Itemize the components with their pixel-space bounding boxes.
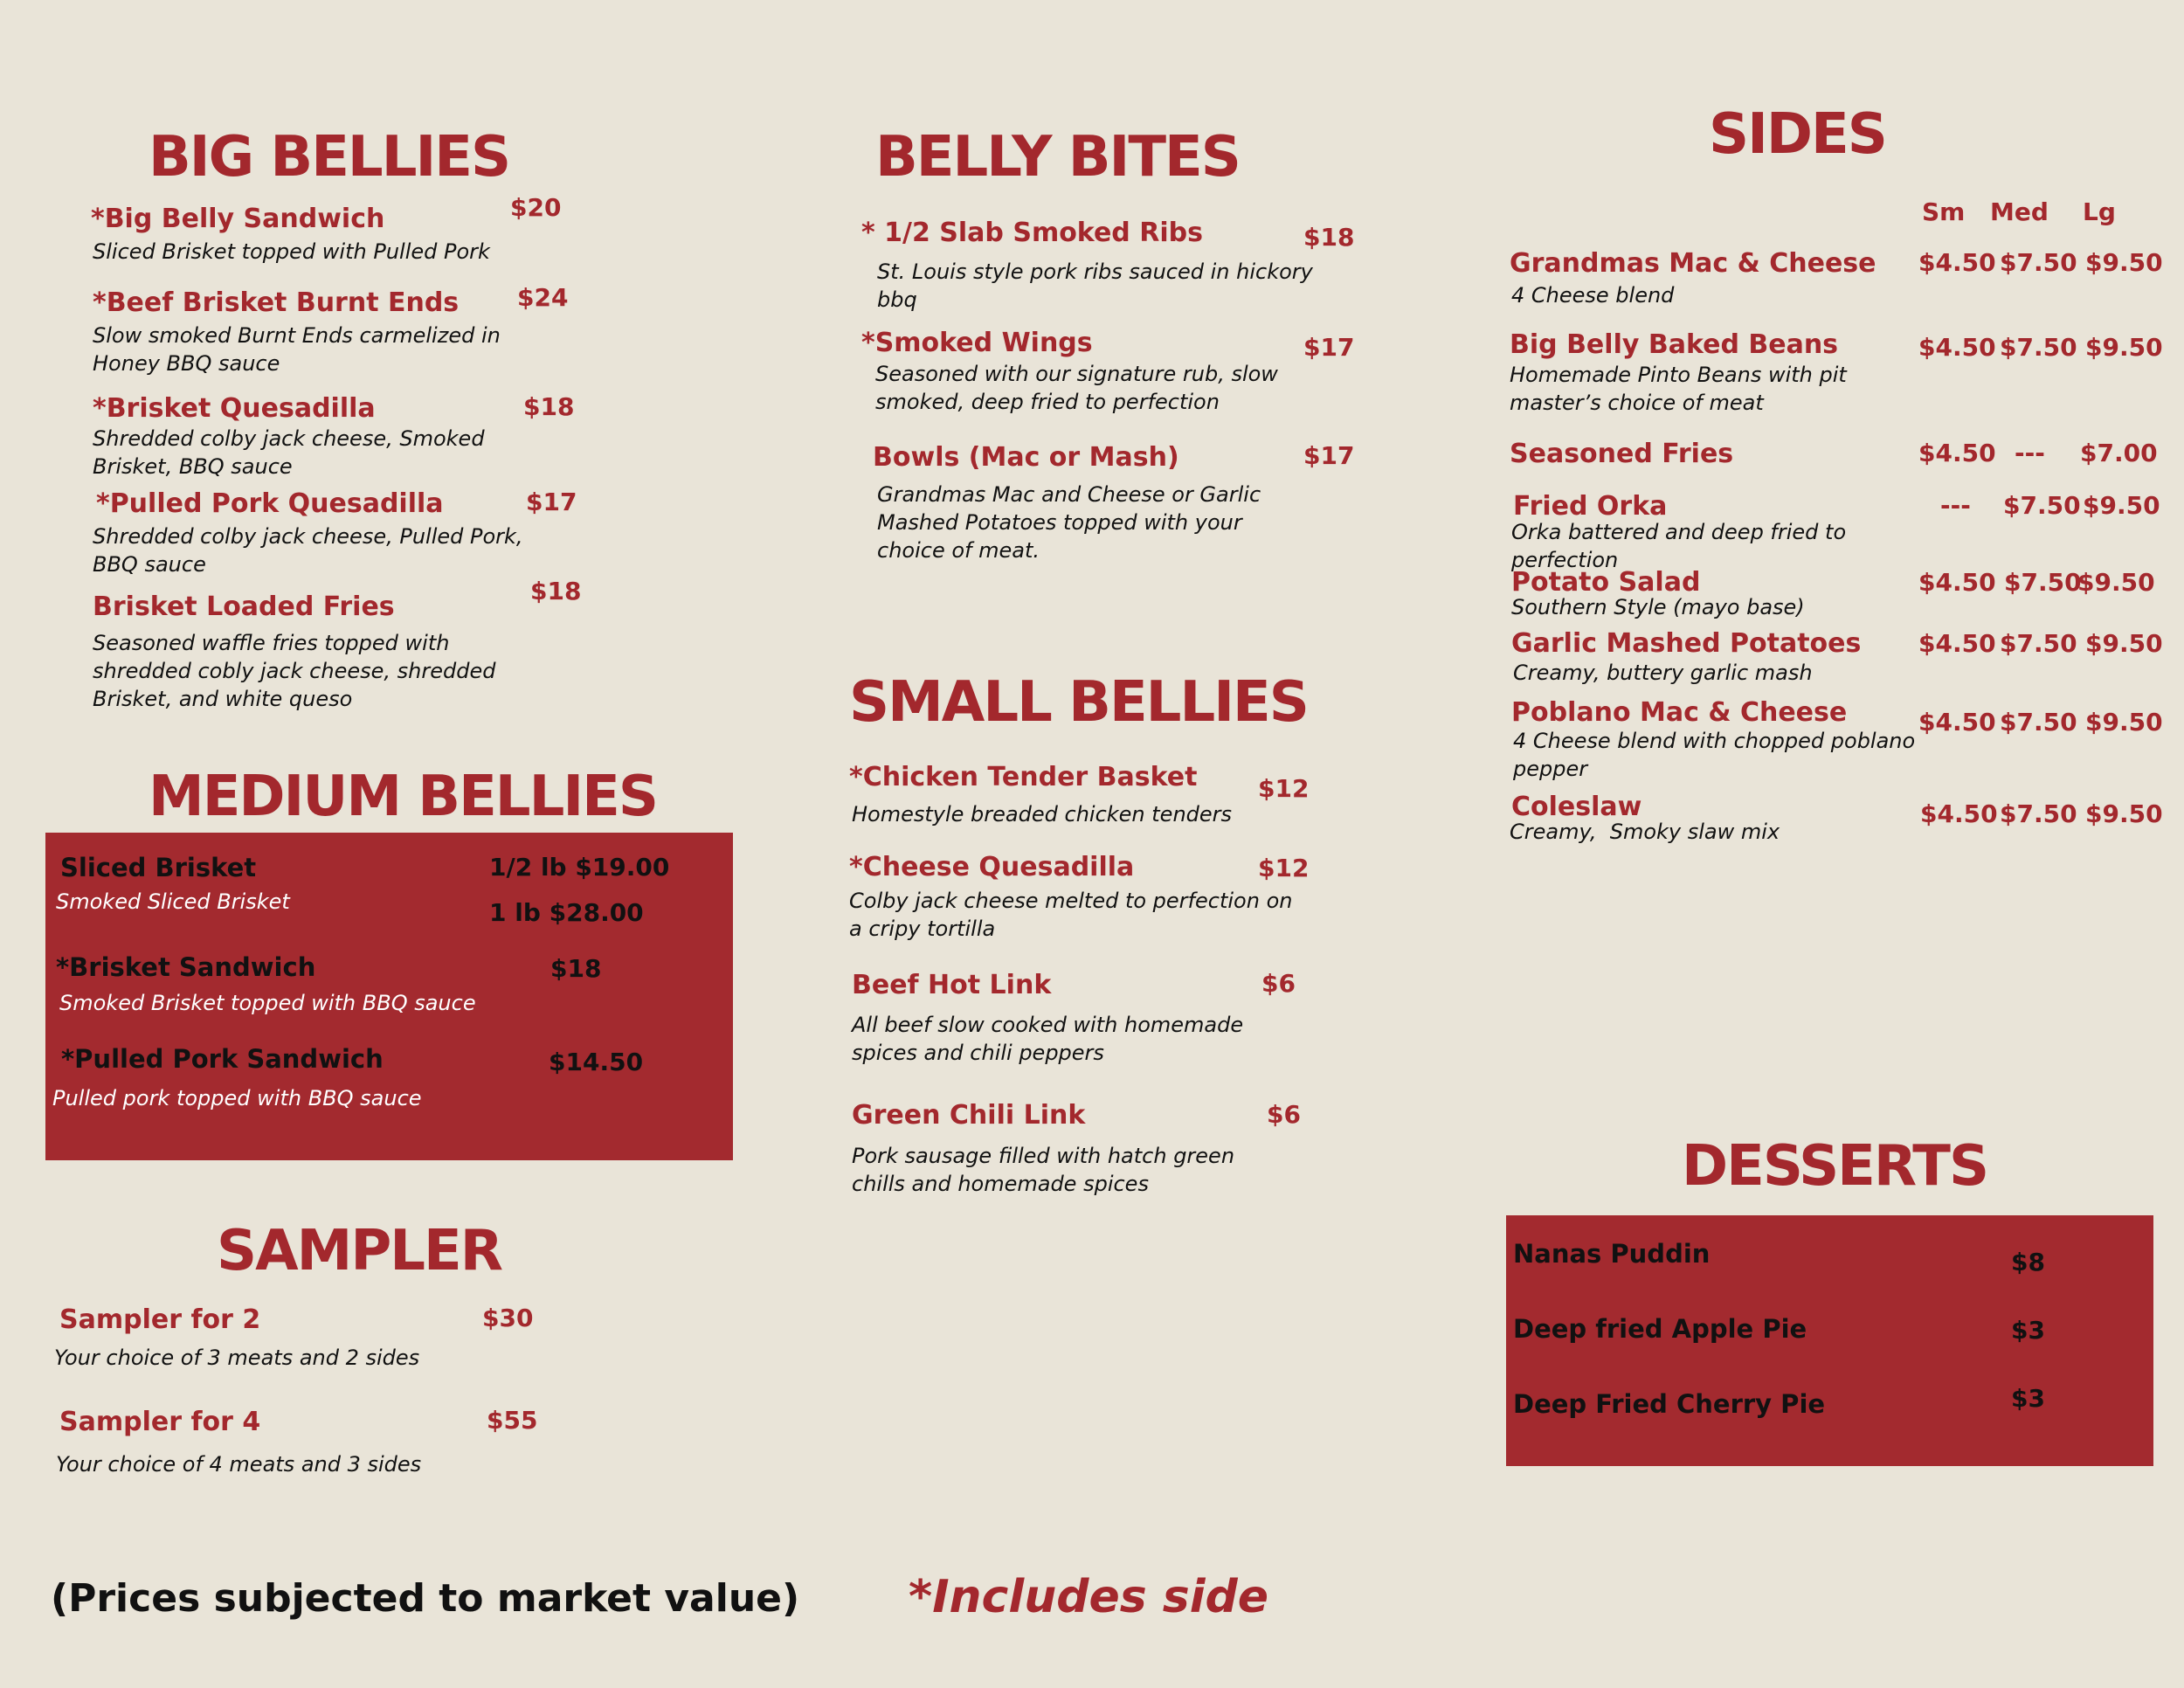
menu-item-name: *Pulled Pork Sandwich [61, 1044, 384, 1074]
dessert-item-name: Deep fried Apple Pie [1513, 1314, 1807, 1344]
menu-item-price: $18 [523, 392, 575, 421]
menu-item-name: Bowls (Mac or Mash) [873, 442, 1179, 473]
menu-item-desc: Colby jack cheese melted to perfection on a cripy tortilla [849, 889, 1293, 941]
menu-item-desc: All beef slow cooked with homemade spices and chili peppers [852, 1013, 1244, 1065]
menu-item-name: *Cheese Quesadilla [849, 852, 1135, 882]
side-item-name: Garlic Mashed Potatoes [1511, 628, 1862, 659]
menu-item-price: $17 [1303, 441, 1355, 470]
desserts-title: DESSERTS [1682, 1134, 1988, 1199]
side-item-desc: Creamy, Smoky slaw mix [1510, 820, 1780, 844]
side-price-lg: $9.50 [2085, 333, 2163, 362]
sides-title: SIDES [1709, 102, 1886, 167]
dessert-item-price: $3 [2011, 1384, 2045, 1413]
side-item-name: Potato Salad [1511, 567, 1701, 598]
side-price-sm: $4.50 [1920, 799, 1998, 828]
menu-item-price: $6 [1261, 969, 1296, 998]
side-price-med: --- [2015, 439, 2045, 467]
side-item-desc: Orka battered and deep fried to perfection [1511, 520, 1847, 572]
dessert-item-name: Deep Fried Cherry Pie [1513, 1389, 1826, 1419]
side-price-lg: $9.50 [2077, 568, 2155, 597]
side-item-name: Poblano Mac & Cheese [1511, 697, 1848, 728]
includes-side-note: *Includes side [909, 1571, 1269, 1623]
side-price-med: $7.50 [2003, 491, 2081, 520]
menu-item-name: *Beef Brisket Burnt Ends [93, 287, 460, 318]
side-price-sm: $4.50 [1918, 333, 1996, 362]
dessert-item-price: $8 [2011, 1248, 2045, 1276]
menu-item-price: $17 [1303, 333, 1355, 362]
side-item-name: Big Belly Baked Beans [1510, 329, 1839, 360]
menu-item-name: Beef Hot Link [852, 970, 1052, 1000]
menu-item-desc: Slow smoked Burnt Ends carmelized in Honey BBQ sauce [93, 323, 501, 376]
menu-item-name: Green Chili Link [852, 1100, 1086, 1131]
menu-item-price: 1/2 lb $19.00 [489, 853, 670, 882]
menu-item-name: *Big Belly Sandwich [91, 204, 385, 234]
side-price-sm: $4.50 [1918, 629, 1996, 658]
menu-item-price: $6 [1267, 1100, 1301, 1129]
side-price-lg: $9.50 [2085, 799, 2163, 828]
menu-item-price: $55 [487, 1406, 538, 1435]
menu-item-price: $24 [517, 283, 569, 312]
side-price-med: $7.50 [2000, 333, 2077, 362]
side-price-med: $7.50 [2000, 629, 2077, 658]
belly-bites-title: BELLY BITES [875, 125, 1240, 190]
side-item-desc: Creamy, buttery garlic mash [1513, 661, 1813, 685]
size-header-lg: Lg [2083, 197, 2116, 226]
side-price-med: $7.50 [2000, 799, 2077, 828]
menu-item-desc: Grandmas Mac and Cheese or Garlic Mashed Potatoes topped with your choice of meat. [877, 482, 1261, 563]
menu-item-desc: Seasoned with our signature rub, slow smoked, deep fried to perfection [875, 362, 1278, 414]
side-price-sm: $4.50 [1918, 568, 1996, 597]
menu-item-name: Sampler for 2 [59, 1304, 261, 1335]
menu-item-name: * 1/2 Slab Smoked Ribs [861, 218, 1203, 248]
side-price-med: $7.50 [2000, 708, 2077, 737]
side-item-desc: 4 Cheese blend with chopped poblano pepper [1513, 729, 1916, 781]
menu-item-name: Sampler for 4 [59, 1407, 261, 1437]
sampler-title: SAMPLER [217, 1219, 501, 1283]
menu-item-price: $18 [530, 577, 582, 605]
menu-item-price: $14.50 [549, 1048, 644, 1076]
side-price-lg: $9.50 [2085, 708, 2163, 737]
menu-item-name: *Brisket Quesadilla [93, 393, 376, 424]
side-item-name: Fried Orka [1513, 491, 1668, 522]
side-price-sm: $4.50 [1918, 248, 1996, 277]
small-bellies-title: SMALL BELLIES [849, 670, 1308, 735]
prices-disclaimer: (Prices subjected to market value) [51, 1576, 800, 1621]
menu-item-desc: Your choice of 4 meats and 3 sides [56, 1452, 422, 1477]
menu-item-price: $18 [550, 954, 602, 983]
menu-item-name: *Smoked Wings [861, 328, 1093, 358]
menu-item-name: Brisket Loaded Fries [93, 591, 395, 622]
side-price-sm: $4.50 [1918, 439, 1996, 467]
menu-item-desc: Seasoned waffle fries topped with shredded cobly jack cheese, shredded Brisket, and white queso [93, 631, 496, 711]
side-item-desc: 4 Cheese blend [1511, 283, 1675, 308]
menu-item-desc: Your choice of 3 meats and 2 sides [54, 1346, 420, 1370]
side-price-med: $7.50 [2000, 248, 2077, 277]
menu-item-name: *Pulled Pork Quesadilla [96, 488, 444, 519]
big-bellies-title: BIG BELLIES [149, 125, 510, 190]
menu-item-desc: Pork sausage filled with hatch green chills and homemade spices [852, 1144, 1235, 1196]
menu-item-name: *Chicken Tender Basket [849, 762, 1198, 792]
dessert-item-price: $3 [2011, 1316, 2045, 1345]
menu-item-price: $20 [510, 193, 562, 222]
menu-item-price: $12 [1258, 854, 1310, 882]
side-price-sm: --- [1940, 491, 1971, 520]
side-price-lg: $9.50 [2085, 629, 2163, 658]
menu-item-price: $12 [1258, 774, 1310, 803]
menu-item-name: Sliced Brisket [60, 853, 257, 882]
side-item-desc: Homemade Pinto Beans with pit master’s choice of meat [1510, 363, 1847, 415]
size-header-med: Med [1990, 197, 2049, 226]
side-price-lg: $9.50 [2083, 491, 2160, 520]
menu-item-price: $17 [526, 488, 577, 516]
side-price-sm: $4.50 [1918, 708, 1996, 737]
menu-item-desc: Shredded colby jack cheese, Pulled Pork, BBQ sauce [93, 524, 523, 577]
dessert-item-name: Nanas Puddin [1513, 1239, 1711, 1269]
menu-item-desc: St. Louis style pork ribs sauced in hickory bbq [877, 259, 1313, 312]
side-item-name: Grandmas Mac & Cheese [1510, 248, 1876, 279]
menu-item-price: $30 [482, 1304, 534, 1332]
menu-item-desc: Pulled pork topped with BBQ sauce [52, 1086, 422, 1110]
medium-bellies-title: MEDIUM BELLIES [149, 764, 657, 829]
side-item-desc: Southern Style (mayo base) [1511, 595, 1805, 619]
menu-item-desc: Shredded colby jack cheese, Smoked Brisket, BBQ sauce [93, 426, 485, 479]
menu-item-desc: Sliced Brisket topped with Pulled Pork [93, 239, 490, 264]
side-price-lg: $9.50 [2085, 248, 2163, 277]
menu-item-price: $18 [1303, 223, 1355, 252]
side-item-name: Coleslaw [1511, 792, 1642, 822]
side-price-lg: $7.00 [2080, 439, 2158, 467]
side-price-med: $7.50 [2004, 568, 2082, 597]
size-header-sm: Sm [1922, 197, 1966, 226]
menu-item-desc: Homestyle breaded chicken tenders [852, 802, 1233, 827]
menu-item-desc: Smoked Sliced Brisket [56, 889, 290, 914]
menu-item-name: *Brisket Sandwich [56, 952, 316, 982]
menu-item-desc: Smoked Brisket topped with BBQ sauce [59, 991, 476, 1015]
menu-item-price-secondary: 1 lb $28.00 [489, 898, 644, 927]
side-item-name: Seasoned Fries [1510, 439, 1734, 469]
